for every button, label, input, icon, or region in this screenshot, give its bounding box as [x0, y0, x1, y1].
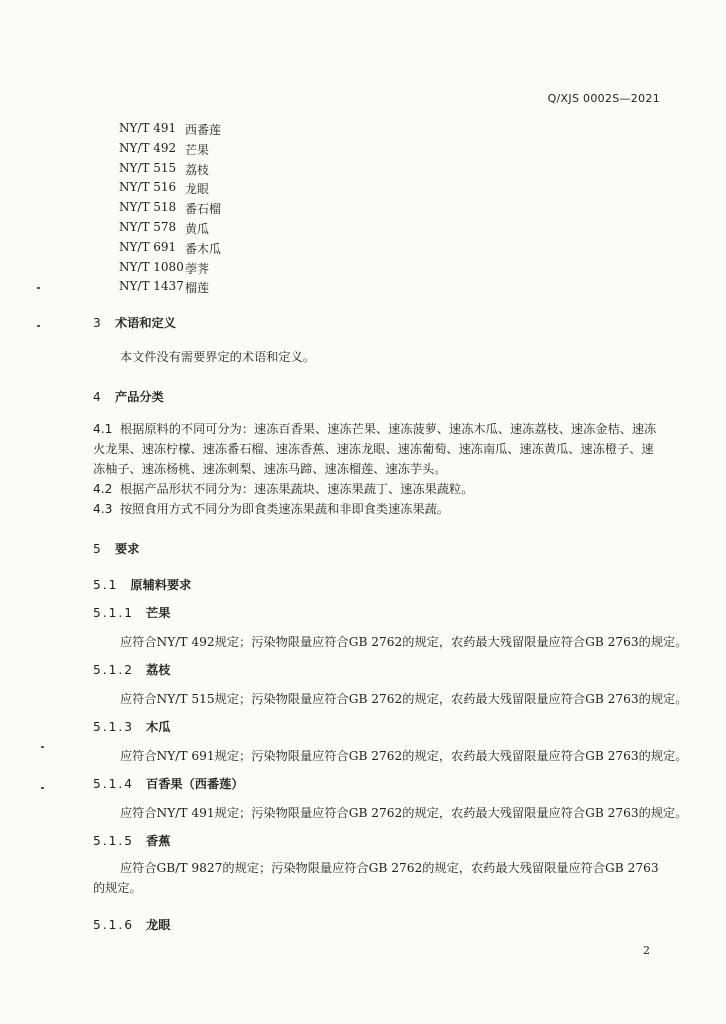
reference-item	[119, 260, 419, 280]
section-title: 术语和定义	[115, 316, 176, 330]
subsection-number: 5.1.3	[93, 720, 135, 734]
reference-item	[119, 220, 419, 240]
subsection-text: 应符合NY/T 515规定；污染物限量应符合GB 2762的规定，农药最大残留限量应符合GB 2763的规定。	[120, 692, 688, 706]
subsection-heading-5-1-4	[93, 775, 244, 792]
subsection-heading-5-1-1	[93, 604, 170, 621]
subsection-text: 应符合NY/T 492规定；污染物限量应符合GB 2762的规定，农药最大残留限量应符合GB 2763的规定。	[120, 635, 688, 649]
section-number: 5	[93, 542, 101, 556]
subsection-heading-5-1-2	[93, 661, 170, 678]
reference-item	[119, 180, 419, 200]
clause-4-1	[93, 420, 663, 479]
reference-name: 番木瓜	[185, 241, 222, 256]
subsection-heading-5-1	[93, 576, 191, 593]
reference-code: NY/T 515	[119, 160, 177, 175]
subsection-title: 百香果（西番莲）	[146, 777, 244, 791]
reference-code: NY/T 1080	[119, 259, 184, 274]
reference-item	[119, 161, 419, 181]
clause-text: 根据产品形状不同分为：速冻果蔬块、速冻果蔬丁、速冻果蔬粒。	[120, 482, 474, 496]
section-title: 要求	[115, 542, 140, 556]
reference-name: 荸荠	[185, 261, 210, 276]
reference-item	[119, 121, 419, 141]
clause-4-3	[93, 500, 663, 520]
subsection-title: 香蕉	[146, 834, 171, 848]
reference-code: NY/T 1437	[119, 279, 184, 294]
reference-code: NY/T 518	[119, 200, 177, 215]
subsection-text: 应符合GB/T 9827的规定；污染物限量应符合GB 2762的规定，农药最大残留限量应符合GB 2763的规定。	[93, 861, 659, 895]
section-heading-4	[93, 388, 164, 405]
reference-list	[119, 121, 419, 299]
subsection-heading-5-1-3	[93, 718, 170, 735]
subsection-number: 5.1.4	[93, 777, 135, 791]
subsection-title: 芒果	[146, 606, 171, 620]
subsection-text: 应符合NY/T 491规定；污染物限量应符合GB 2762的规定，农药最大残留限量应符合GB 2763的规定。	[120, 806, 688, 820]
section-heading-3	[93, 314, 176, 331]
reference-name: 芒果	[185, 142, 210, 157]
section-number: 3	[93, 316, 101, 330]
subsection-number: 5.1.5	[93, 834, 135, 848]
document-code: Q/XJS 0002S—2021	[547, 92, 660, 105]
clause-number: 4.3	[93, 502, 113, 516]
reference-code: NY/T 691	[119, 239, 177, 254]
reference-item	[119, 279, 419, 299]
subsection-title: 木瓜	[146, 720, 171, 734]
reference-name: 西番莲	[185, 123, 222, 137]
subsection-title: 原辅料要求	[130, 578, 192, 592]
clause-text: 根据原料的不同可分为：速冻百香果、速冻芒果、速冻菠萝、速冻木瓜、速冻荔枝、速冻金桔、速冻火龙果、速冻柠檬、速冻番石榴、速冻香蕉、速冻龙眼、速冻葡萄、速冻南瓜、速冻黄瓜、速冻橙子、速冻柚子、速冻杨桃、速冻刺梨、速冻马蹄、速冻榴莲、速冻芋头。	[93, 422, 657, 476]
subsection-number: 5.1.6	[93, 918, 135, 932]
reference-name: 榴莲	[185, 281, 210, 296]
subsection-number: 5.1.2	[93, 663, 135, 677]
section-heading-5	[93, 540, 139, 557]
reference-item	[119, 200, 419, 220]
reference-name: 番石榴	[185, 202, 222, 217]
page-number: 2	[643, 944, 650, 957]
reference-name: 黄瓜	[185, 221, 210, 236]
subsection-number: 5.1.1	[93, 606, 135, 620]
section-3-text: 本文件没有需要界定的术语和定义。	[120, 350, 315, 364]
reference-code: NY/T 516	[119, 180, 177, 195]
scan-mark	[41, 787, 44, 789]
subsection-text: 应符合NY/T 691规定；污染物限量应符合GB 2762的规定，农药最大残留限量应符合GB 2763的规定。	[120, 749, 688, 763]
subsection-heading-5-1-6	[93, 916, 170, 933]
scan-mark	[37, 287, 40, 289]
clause-4-2	[93, 480, 663, 500]
reference-name: 荔枝	[185, 162, 210, 177]
reference-code: NY/T 492	[119, 140, 177, 155]
clause-number: 4.1	[93, 422, 113, 436]
scan-mark	[37, 325, 40, 327]
section-number: 4	[93, 390, 101, 404]
subsection-title: 荔枝	[146, 663, 171, 677]
subsection-number: 5.1	[93, 578, 119, 592]
reference-item	[119, 141, 419, 161]
section-title: 产品分类	[115, 390, 164, 404]
clause-number: 4.2	[93, 482, 113, 496]
reference-name: 龙眼	[185, 182, 210, 197]
scan-mark	[41, 746, 44, 748]
reference-code: NY/T 578	[119, 219, 177, 234]
subsection-title: 龙眼	[146, 918, 171, 932]
reference-code: NY/T 491	[119, 121, 177, 135]
subsection-heading-5-1-5	[93, 832, 170, 849]
reference-item	[119, 240, 419, 260]
clause-text: 按照食用方式不同分为即食类速冻果蔬和非即食类速冻果蔬。	[120, 502, 450, 516]
